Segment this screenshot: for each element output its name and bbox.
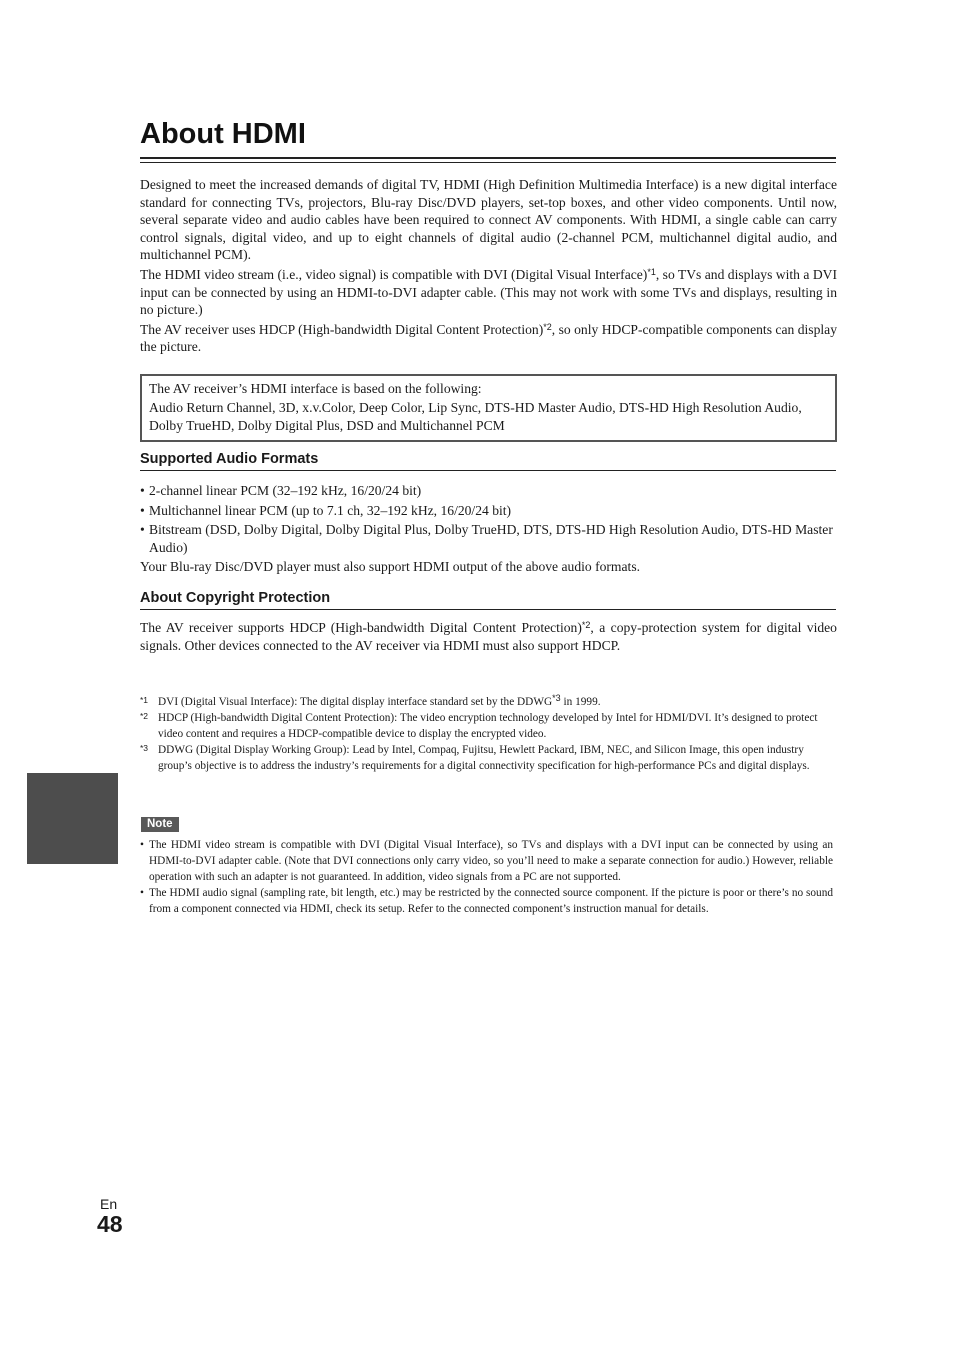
hdmi-features-list: Audio Return Channel, 3D, x.v.Color, Deep Color, Lip Sync, DTS-HD Master Audio, DTS-HD High Resolution Audio, Dolby TrueHD, Dolby Digital Plus, DSD and Multichannel PCM (149, 399, 802, 433)
intro-paragraph-2 (140, 266, 837, 319)
audio-formats-section (140, 482, 837, 578)
footnote-text: DVI (Digital Visual Interface): The digital display interface standard set by the DDWG (158, 696, 553, 708)
list-item (140, 521, 837, 556)
note-item-text: The HDMI video stream is compatible with DVI (Digital Visual Interface), so TVs and displays with a DVI input can be connected by using an HDMI-to-DVI adapter cable. (Note that DVI connections only carry video, so you’ll need to make a separate connection for audio.) However, reliable operation with such an adapter is not guaranteed. In addition, video signals from a PC are not supported. (149, 839, 833, 883)
list-item-text: 2-channel linear PCM (32–192 kHz, 16/20/24 bit) (149, 483, 422, 498)
bullet-icon: • (140, 502, 145, 518)
title-rule (140, 157, 836, 163)
intro-paragraph-2-text-end: , so TVs and displays with a DVI input can be connected by using an HDMI-to-DVI adapter cable. (This may not work with some TVs and displays, resulting in no picture.) (140, 266, 837, 318)
list-item (140, 502, 837, 520)
footnote-marker: *3 (140, 743, 149, 753)
note-label: Note (141, 817, 179, 832)
bullet-icon: • (140, 483, 145, 498)
copyright-text-end: , a copy-protection system for digital video signals. Other devices connected to the AV receiver via HDMI must also support HDCP. (140, 620, 837, 653)
audio-formats-closing: Your Blu-ray Disc/DVD player must also support HDMI output of the above audio formats. (140, 559, 641, 574)
intro-paragraph-1: Designed to meet the increased demands of digital TV, HDMI (High Definition Multimedia Interface) is a new digital interface standard for connecting TVs, projectors, Blu-ray Disc/DVD players, set-top boxes, and other video components. Until now, several separate video and audio cables have been required to connect AV components. With HDMI, a single cable can carry control signals, digital video, and up to eight channels of digital audio (2-channel PCM, multichannel digital audio, and multichannel PCM). (140, 177, 837, 263)
footnote-marker: *1 (140, 695, 149, 705)
section-side-tab (27, 773, 118, 864)
audio-formats-list (140, 482, 837, 556)
footnote-1 (140, 694, 836, 710)
list-item-text: Bitstream (DSD, Dolby Digital, Dolby Digital Plus, Dolby TrueHD, DTS, DTS-HD High Resolution Audio, DTS-HD Master Audio) (149, 522, 833, 555)
audio-formats-heading: Supported Audio Formats (140, 451, 836, 471)
notes-section (140, 837, 833, 917)
copyright-paragraph (140, 619, 837, 654)
intro-paragraph-3-text: The AV receiver uses HDCP (High-bandwidth Digital Content Protection) (140, 321, 544, 337)
page-title: About HDMI (140, 118, 306, 150)
hdmi-features-box (140, 374, 837, 442)
intro-section (140, 176, 837, 358)
footnote-text: DDWG (Digital Display Working Group): Lead by Intel, Compaq, Fujitsu, Hewlett Packard, IBM, NEC, and Silicon Image, this open industry group’s objective is to address the industry’s requirements for a digital connectivity specification for high-performance PCs and digital displays. (158, 744, 810, 772)
hdmi-features-intro: The AV receiver’s HDMI interface is based on the following: (149, 381, 482, 396)
note-item (140, 837, 833, 885)
footnote-marker: *2 (140, 711, 149, 721)
footnote-ref-3: *3 (552, 693, 561, 703)
page-number: 48 (97, 1211, 123, 1237)
intro-paragraph-3 (140, 321, 837, 356)
copyright-heading: About Copyright Protection (140, 590, 836, 610)
footnote-2 (140, 710, 836, 742)
copyright-section (140, 619, 837, 656)
footnote-ref-2: *2 (543, 321, 552, 332)
note-item-text: The HDMI audio signal (sampling rate, bit length, etc.) may be restricted by the connected source component. If the picture is poor or there’s no sound from a component connected via HDMI, check its setup. Refer to the connected component’s instruction manual for details. (149, 887, 833, 915)
bullet-icon: • (140, 887, 144, 899)
footnote-text-end: in 1999. (560, 696, 601, 708)
footnote-ref-1: *1 (647, 266, 656, 277)
intro-paragraph-2-text: The HDMI video stream (i.e., video signal) is compatible with DVI (Digital Visual Interface) (140, 266, 648, 282)
footnote-3 (140, 742, 836, 774)
intro-paragraph-3-text-end: , so only HDCP-compatible components can display the picture. (140, 321, 837, 355)
list-item (140, 482, 837, 500)
footnotes (140, 694, 836, 774)
page-language: En (100, 1196, 118, 1212)
list-item-text: Multichannel linear PCM (up to 7.1 ch, 32–192 kHz, 16/20/24 bit) (149, 502, 512, 518)
note-item (140, 885, 833, 917)
footnote-ref-2: *2 (581, 620, 591, 630)
copyright-text: The AV receiver supports HDCP (High-bandwidth Digital Content Protection) (140, 620, 582, 635)
bullet-icon: • (140, 839, 144, 851)
bullet-icon: • (140, 522, 145, 537)
footnote-text: HDCP (High-bandwidth Digital Content Protection): The video encryption technology developed by Intel for HDMI/DVI. It’s designed to protect video content and requires a HDCP-compatible device to display the encrypted video. (158, 712, 818, 740)
